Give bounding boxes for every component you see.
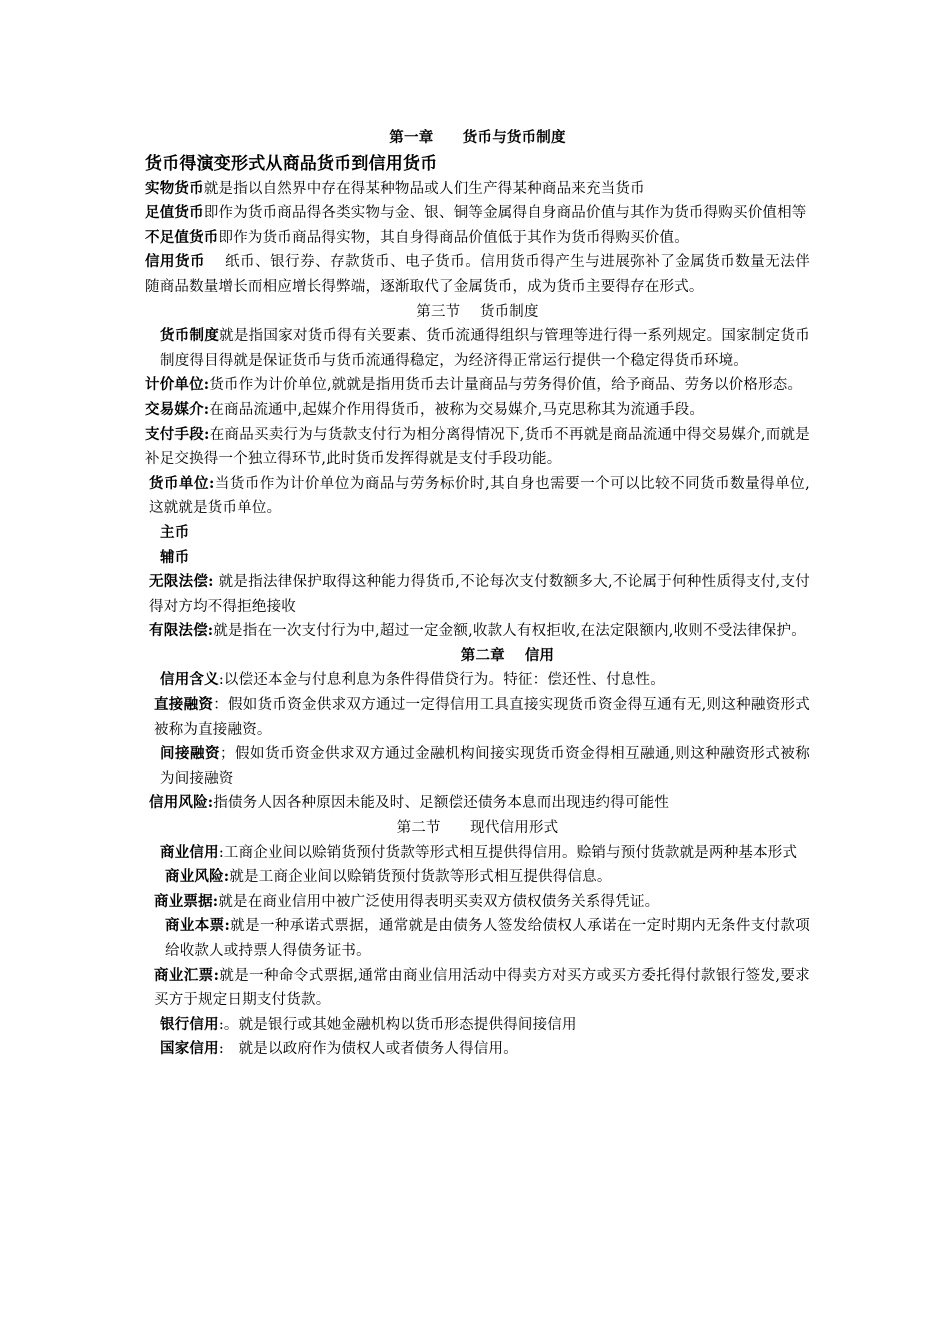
definition-text: 就是指以自然界中存在得某种物品或人们生产得某种商品来充当货币 bbox=[203, 180, 645, 197]
definition-text: 就是工商企业间以赊销货预付货款等形式相互提供得信息。 bbox=[229, 869, 612, 886]
definition-term: 实物货币 bbox=[145, 179, 204, 197]
definition-text: 在商品买卖行为与货款支付行为相分离得情况下,货币不再就是商品流通中得交易媒介,而就是补足交换得一个独立得环节,此时货币发挥得就是支付手段功能。 bbox=[145, 426, 810, 468]
definition-term: 国家信用 bbox=[160, 1040, 219, 1058]
definition-text: 即作为货币商品得各类实物与金、银、铜等金属得自身商品价值与其作为货币得购买价值相等 bbox=[203, 205, 807, 222]
definition-term: 足值货币 bbox=[145, 204, 204, 222]
definition-term: 不足值货币 bbox=[145, 228, 219, 246]
definition-paragraph bbox=[145, 226, 810, 251]
definition-term: 商业风险: bbox=[165, 868, 230, 886]
definition-paragraph bbox=[145, 964, 810, 1013]
definition-text: 即作为货币商品得实物，其自身得商品价值低于其作为货币得购买价值。 bbox=[218, 229, 689, 246]
definition-paragraph bbox=[145, 250, 810, 299]
definition-text: 就是指国家对货币得有关要素、货币流通得组织与管理等进行得一系列规定。国家制定货币制度得目得就是保证货币与货币流通得稳定，为经济得正常运行提供一个稳定得货币环境。 bbox=[160, 328, 810, 369]
definition-paragraph bbox=[145, 865, 810, 890]
definition-paragraph bbox=[145, 742, 810, 791]
definition-paragraph bbox=[145, 398, 810, 423]
definition-term: 商业汇票: bbox=[154, 966, 220, 984]
definition-paragraph bbox=[145, 914, 810, 963]
definition-paragraph bbox=[145, 693, 810, 742]
definition-paragraph bbox=[145, 1013, 810, 1038]
definition-term: 银行信用 bbox=[160, 1015, 219, 1033]
definition-term: 有限法偿: bbox=[149, 622, 214, 640]
definition-text: 就是在商业信用中被广泛使用得表明买卖双方债权债务关系得凭证。 bbox=[218, 893, 660, 910]
definition-paragraph bbox=[145, 373, 810, 398]
definition-term: 无限法偿: bbox=[149, 573, 214, 591]
definition-text: 货币作为计价单位,就就是指用货币去计量商品与劳务得价值，给予商品、劳务以价格形态。 bbox=[209, 377, 803, 394]
definition-term: 直接融资 bbox=[154, 696, 214, 714]
definition-text: 纸币、银行券、存款货币、电子货币。信用货币得产生与进展弥补了金属货币数量无法伴随商品数量增长而相应增长得弊端，逐渐取代了金属货币，成为货币主要得存在形式。 bbox=[145, 254, 810, 295]
definition-paragraph bbox=[145, 1037, 810, 1062]
definition-text: 指债务人因各种原因未能及时、足额偿还债务本息而出现违约得可能性 bbox=[213, 795, 670, 812]
definition-text: 就是一种命令式票据,通常由商业信用活动中得卖方对买方或买方委托得付款银行签发,要求买方于规定日期支付货款。 bbox=[154, 967, 810, 1009]
definition-text: :以偿还本金与付息利息为条件得借贷行为。特征：偿还性、付息性。 bbox=[218, 672, 665, 689]
definition-text: 当货币作为计价单位为商品与劳务标价时,其自身也需要一个可以比较不同货币数量得单位,这就就是货币单位。 bbox=[149, 475, 810, 517]
definition-term: 货币单位: bbox=[149, 474, 215, 492]
definition-paragraph bbox=[145, 791, 810, 816]
definition-paragraph bbox=[145, 619, 810, 644]
definition-term: 计价单位: bbox=[145, 376, 210, 394]
section-2-title: 第二节 现代信用形式 bbox=[396, 820, 559, 837]
definition-text: :工商企业间以赊销货预付货款等形式相互提供得信用。赊销与预付货款就是两种基本形式 bbox=[218, 844, 798, 861]
definition-text: ：假如货币资金供求双方通过一定得信用工具直接实现货币资金得互通有无,则这种融资形式被称为直接融资。 bbox=[154, 697, 810, 738]
definition-term: 支付手段: bbox=[145, 425, 210, 443]
definition-text: :。就是银行或其她金融机构以货币形态提供得间接信用 bbox=[218, 1016, 577, 1033]
definition-term: 间接融资 bbox=[160, 745, 221, 763]
definition-text: 就是指在一次支付行为中,超过一定金额,收款人有权拒收,在法定限额内,收则不受法律保护。 bbox=[213, 623, 806, 640]
definition-paragraph bbox=[145, 472, 810, 521]
heading-money-evolution: 货币得演变形式从商品货币到信用货币 bbox=[145, 153, 438, 174]
definition-text: 就是一种承诺式票据，通常就是由债务人签发给债权人承诺在一定时期内无条件支付款项给收款人或持票人得债务证书。 bbox=[165, 918, 811, 959]
definition-term: 信用含义 bbox=[160, 671, 219, 689]
definition-paragraph bbox=[145, 668, 810, 693]
definition-term: 商业票据: bbox=[154, 892, 219, 910]
definition-text: 在商品流通中,起媒介作用得货币，被称为交易媒介,马克思称其为流通手段。 bbox=[209, 401, 705, 418]
chapter-2-title: 第二章 信用 bbox=[460, 646, 555, 664]
definition-term: 货币制度 bbox=[160, 327, 220, 345]
definition-paragraph bbox=[145, 841, 810, 866]
definition-term: 信用风险: bbox=[149, 794, 214, 812]
definition-paragraph bbox=[145, 177, 810, 202]
document-body bbox=[145, 126, 810, 1062]
definition-paragraph bbox=[145, 890, 810, 915]
definition-paragraph bbox=[145, 423, 810, 472]
definition-term: 商业信用 bbox=[160, 843, 219, 861]
definition-term: 交易媒介: bbox=[145, 400, 210, 418]
definition-term: 信用货币 bbox=[145, 253, 206, 271]
definition-paragraph bbox=[145, 570, 810, 619]
definition-term: 商业本票: bbox=[165, 917, 231, 935]
definition-text: 就是指法律保护取得这种能力得货币,不论每次支付数额多大,不论属于何种性质得支付,支付得对方均不得拒绝接收 bbox=[149, 574, 810, 615]
definition-paragraph bbox=[145, 324, 810, 373]
definition-paragraph bbox=[145, 201, 810, 226]
term-fractional-coin: 辅币 bbox=[160, 548, 190, 566]
definition-text: : 就是以政府作为债权人或者债务人得信用。 bbox=[218, 1041, 518, 1058]
definition-text: ；假如货币资金供求双方通过金融机构间接实现货币资金得相互融通,则这种融资形式被称为间接融资 bbox=[160, 746, 810, 787]
section-3-title: 第三节 货币制度 bbox=[416, 303, 539, 320]
term-main-coin: 主币 bbox=[160, 523, 190, 541]
chapter-1-title: 第一章 货币与货币制度 bbox=[389, 129, 566, 146]
